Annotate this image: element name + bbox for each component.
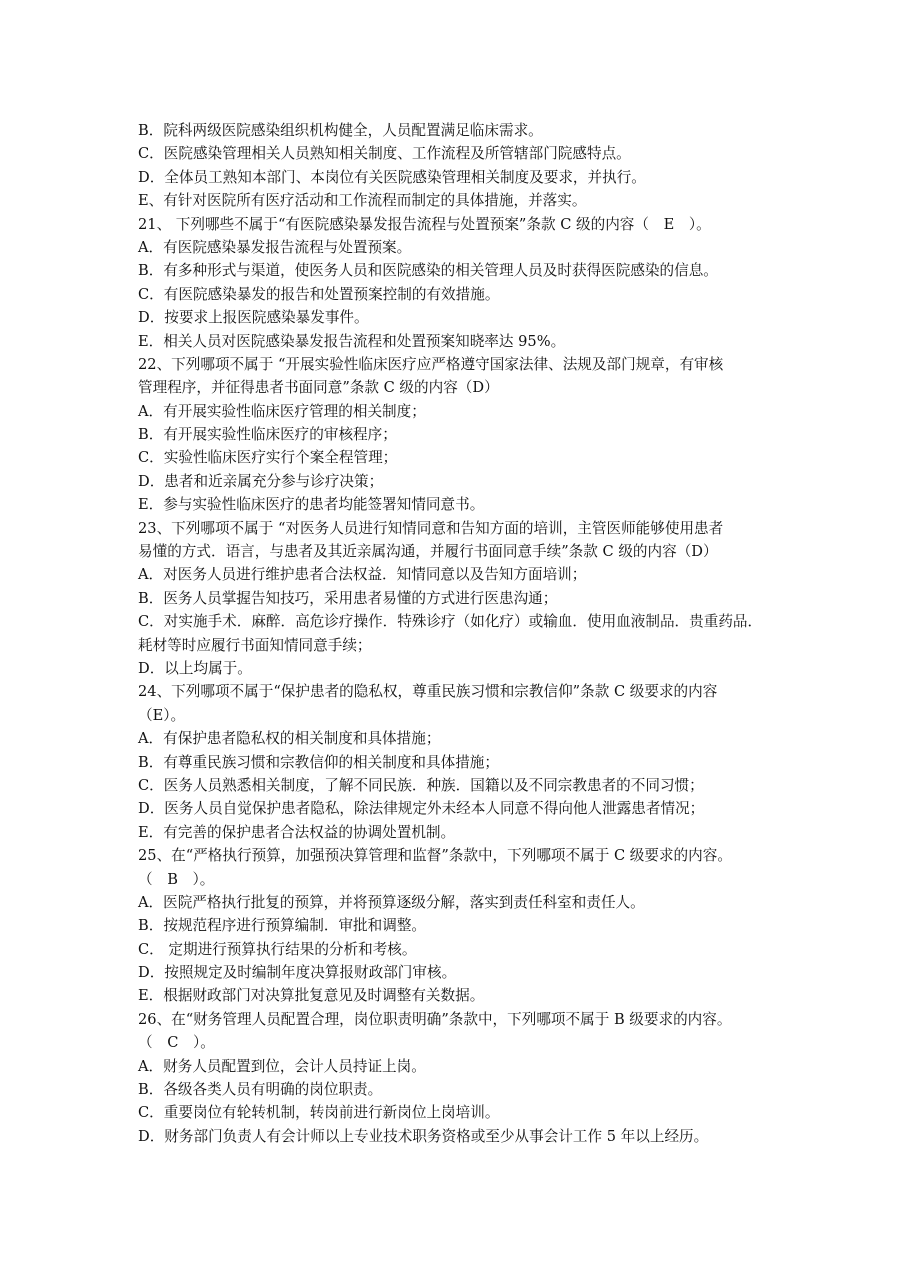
text-line: C．医院感染管理相关人员熟知相关制度、工作流程及所管辖部门院感特点。 [138,145,631,163]
text-line: A．对医务人员进行维护患者合法权益．知情同意以及告知方面培训； [138,566,587,584]
text-line: 26、在“财务管理人员配置合理，岗位职责明确”条款中，下列哪项不属于 B 级要求的内容。 [138,1010,732,1028]
text-line: A．医院严格执行批复的预算，并将预算逐级分解，落实到责任科室和责任人。 [138,893,645,911]
text-line: C．对实施手术．麻醉．高危诊疗操作．特殊诊疗（如化疗）或输血．使用血液制品．贵重药品． [138,613,763,631]
text-line: B．医务人员掌握告知技巧，采用患者易懂的方式进行医患沟通； [138,589,558,607]
text-line: 耗材等时应履行书面知情同意手续； [138,636,372,654]
text-line: A．财务人员配置到位，会计人员持证上岗。 [138,1057,426,1075]
text-line: E．相关人员对医院感染暴发报告流程和处置预案知晓率达 95%。 [138,332,566,350]
text-line: 21、 下列哪些不属于“有医院感染暴发报告流程与处置预案”条款 C 级的内容（ E ）。 [138,215,711,233]
text-line: 22、下列哪项不属于 “开展实验性临床医疗应严格遵守国家法律、法规及部门规章，有审核 [138,355,724,373]
text-line: D．以上均属于。 [138,659,252,677]
text-line: 24、下列哪项不属于“保护患者的隐私权，尊重民族习惯和宗教信仰”条款 C 级要求的内容 [138,683,718,701]
text-line: D．按照规定及时编制年度决算报财政部门审核。 [138,964,457,982]
text-line: A．有医院感染暴发报告流程与处置预案。 [138,238,412,256]
text-line: E．有完善的保护患者合法权益的协调处置机制。 [138,823,456,841]
text-line: C．重要岗位有轮转机制，转岗前进行新岗位上岗培训。 [138,1104,500,1122]
text-line: D．患者和近亲属充分参与诊疗决策； [138,472,384,490]
text-line: D．财务部门负责人有会计师以上专业技术职务资格或至少从事会计工作 5 年以上经历。 [138,1127,709,1145]
text-line: C．医务人员熟悉相关制度，了解不同民族．种族．国籍以及不同宗教患者的不同习惯； [138,776,704,794]
text-line: （E）。 [138,706,186,724]
text-line: D．医务人员自觉保护患者隐私，除法律规定外未经本人同意不得向他人泄露患者情况； [138,800,705,818]
text-line: B．有多种形式与渠道，使医务人员和医院感染的相关管理人员及时获得医院感染的信息。 [138,262,718,280]
text-line: B．有开展实验性临床医疗的审核程序； [138,426,397,444]
text-line: 23、下列哪项不属于 “对医务人员进行知情同意和告知方面的培训，主管医师能够使用患者 [138,519,724,537]
text-line: B．院科两级医院感染组织机构健全，人员配置满足临床需求。 [138,122,543,139]
text-line: A．有保护患者隐私权的相关制度和具体措施； [138,730,441,748]
text-line: E、有针对医院所有医疗活动和工作流程而制定的具体措施，并落实。 [138,192,587,210]
text-line: C．有医院感染暴发的报告和处置预案控制的有效措施。 [138,285,500,303]
text-line: （ B ）。 [138,870,215,888]
text-line: （ C ）。 [138,1034,215,1052]
text-line: 管理程序，并征得患者书面同意”条款 C 级的内容（D） [138,379,499,397]
text-line: D．按要求上报医院感染暴发事件。 [138,309,369,327]
text-line: C． 定期进行预算执行结果的分析和考核。 [138,940,417,958]
text-line: B．有尊重民族习惯和宗教信仰的相关制度和具体措施； [138,753,499,771]
text-line: D．全体员工熟知本部门、本岗位有关医院感染管理相关制度及要求，并执行。 [138,168,646,186]
text-line: B．按规范程序进行预算编制．审批和调整。 [138,917,427,935]
text-line: A．有开展实验性临床医疗管理的相关制度； [138,402,426,420]
text-line: B．各级各类人员有明确的岗位职责。 [138,1081,383,1099]
text-line: E．参与实验性临床医疗的患者均能签署知情同意书。 [138,496,485,514]
text-line: C．实验性临床医疗实行个案全程管理； [138,449,398,467]
text-line: E．根据财政部门对决算批复意见及时调整有关数据。 [138,987,485,1005]
text-line: 25、在“严格执行预算，加强预决算管理和监督”条款中，下列哪项不属于 C 级要求的内容。 [138,847,732,865]
text-line: 易懂的方式．语言，与患者及其近亲属沟通，并履行书面同意手续”条款 C 级的内容（D） [138,543,718,561]
document-body [138,119,786,1148]
